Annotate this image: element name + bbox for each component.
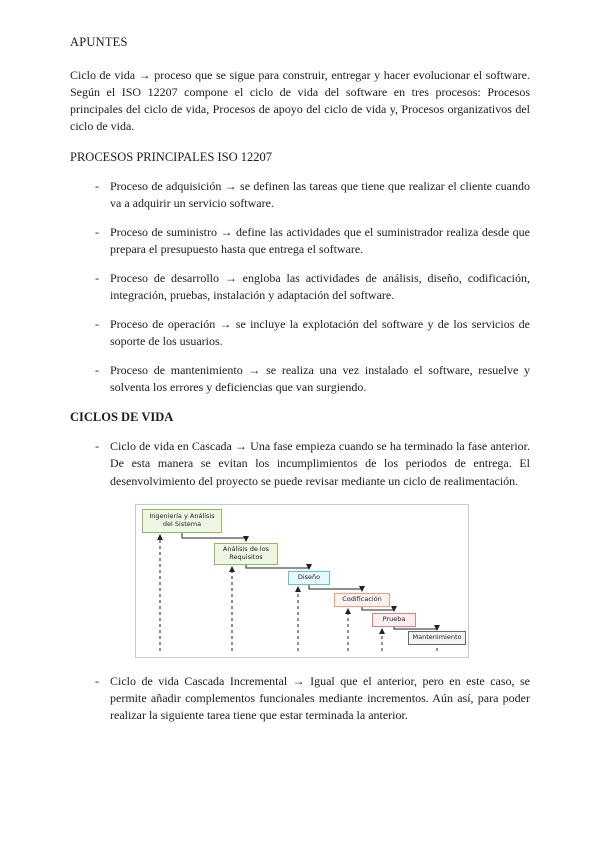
diagram-box-codificacion (334, 593, 390, 607)
diagram-box-ingenieria-sistema (142, 509, 222, 533)
list-item-text: Proceso de desarrollo → engloba las actividades de análisis, diseño, codificación, integración, pruebas, instalación y adaptación del software. (110, 271, 530, 303)
diagram-box-label: Ingeniería y Análisis del Sistema (149, 512, 215, 528)
waterfall-diagram-figure (135, 504, 469, 658)
diagram-box-label: Mantenimiento (412, 632, 462, 641)
bullet-dash: - (95, 673, 99, 688)
diagram-box-prueba (372, 613, 416, 627)
diagram-box-analisis-requisitos (214, 543, 278, 565)
diagram-box-diseno (288, 571, 330, 585)
diagram-box-label: Prueba (382, 614, 406, 623)
list-item-desarrollo (70, 270, 530, 304)
section-heading-ciclos: CICLOS DE VIDA (70, 410, 174, 425)
section-heading-procesos: PROCESOS PRINCIPALES ISO 12207 (70, 150, 273, 165)
list-item-text: Ciclo de vida Cascada Incremental → Igual que el anterior, pero en este caso, se permite añadir complementos funcionales mediante incrementos. Aún así, para poder realizar la siguiente tarea tiene que estar terminada la anterior. (110, 673, 530, 722)
list-item-cascada (70, 438, 530, 489)
doc-title: APUNTES (70, 35, 128, 49)
bullet-dash: - (95, 363, 99, 378)
diagram-box-label: Diseño (297, 572, 321, 581)
list-item-text: Proceso de adquisición → se definen las tareas que tiene que realizar el cliente cuando va a adquirir un servicio software. (110, 179, 530, 211)
list-item-operacion (70, 316, 530, 350)
bullet-dash: - (95, 225, 99, 240)
intro-paragraph: Ciclo de vida → proceso que se sigue para construir, entregar y hacer evolucionar el software. Según el ISO 12207 compone el ciclo de vida del software en tres procesos: Procesos principales del ciclo de vida, Procesos de apoyo del ciclo de vida y, Procesos organizativos del ciclo de vida. (70, 68, 530, 134)
list-item-suministro (70, 224, 530, 258)
bullet-dash: - (95, 439, 99, 454)
list-item-text: Ciclo de vida en Cascada → Una fase empieza cuando se ha terminado la fase anterior. De esta manera se evitan los incumplimientos de los periodos de entrega. El desenvolvimiento del proyecto se puede revisar mediante un ciclo de realimentación. (110, 439, 530, 488)
diagram-box-mantenimiento (408, 631, 466, 645)
list-item-adquisicion (70, 178, 530, 212)
bullet-dash: - (95, 317, 99, 332)
bullet-dash: - (95, 179, 99, 194)
diagram-box-label: Codificación (342, 594, 382, 603)
list-item-text: Proceso de operación → se incluye la explotación del software y de los servicios de soporte de los usuarios. (110, 317, 530, 349)
bullet-dash: - (95, 271, 99, 286)
diagram-box-label: Análisis de los Requisitos (222, 545, 270, 561)
list-item-text: Proceso de suministro → define las actividades que el suministrador realiza desde que prepara el presupuesto hasta que entrega el software. (110, 225, 530, 257)
list-item-cascada-incremental (70, 673, 530, 724)
list-item-text: Proceso de mantenimiento → se realiza una vez instalado el software, resuelve y solventa los errores y deficiencias que van surgiendo. (110, 363, 530, 395)
list-item-mantenimiento (70, 362, 530, 396)
